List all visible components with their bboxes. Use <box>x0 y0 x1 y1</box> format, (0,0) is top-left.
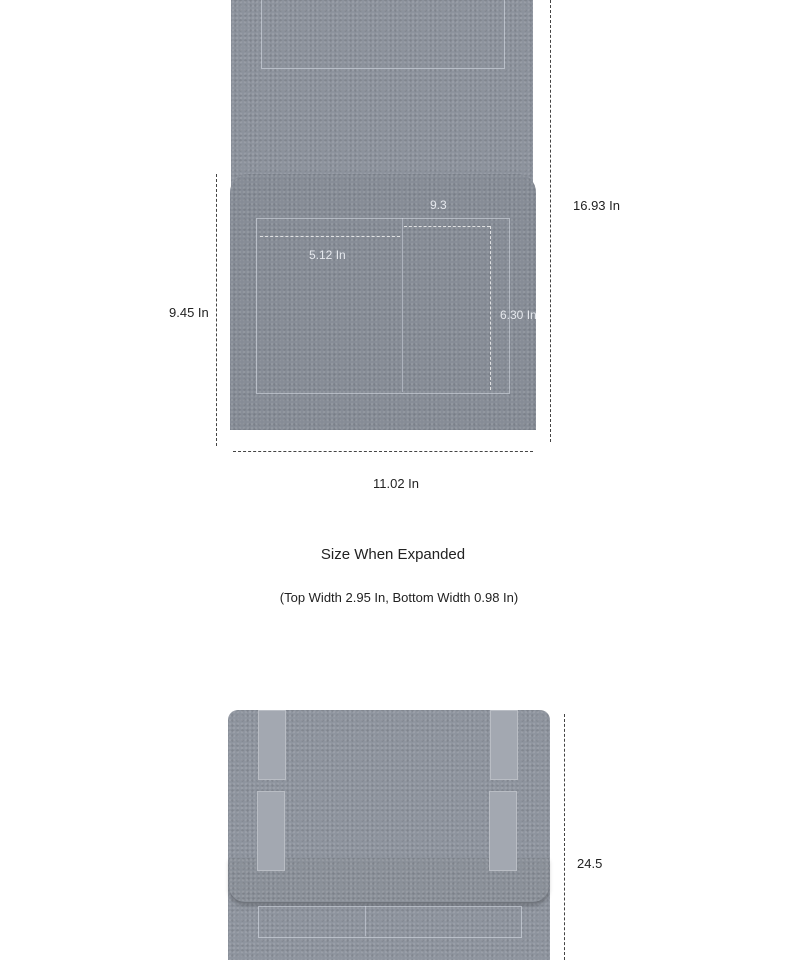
lower-pocket-stitch <box>258 906 522 938</box>
total-height-line <box>550 0 551 442</box>
total-height-label: 16.93 In <box>573 198 620 213</box>
strap-right-top <box>490 710 518 780</box>
inner-pocket-width-label: 5.12 In <box>309 248 346 262</box>
partial-width-label: 9.3 <box>430 198 447 212</box>
lower-pocket-divider <box>365 906 366 936</box>
back-panel <box>231 0 533 190</box>
lower-height-line <box>564 714 565 960</box>
strap-right-bottom <box>489 791 517 871</box>
lower-height-label: 24.5 <box>577 856 603 871</box>
width-label: 11.02 In <box>373 476 420 491</box>
caption-subtitle: (Top Width 2.95 In, Bottom Width 0.98 In) <box>279 590 519 605</box>
pocket-depth-guide <box>490 226 491 390</box>
pocket-depth-label: 6.30 In <box>500 308 537 322</box>
strap-left-top <box>258 710 286 780</box>
bottom-product-photo <box>228 708 552 960</box>
strap-left-bottom <box>257 791 285 871</box>
top-product-photo <box>228 0 540 432</box>
pocket-height-line <box>216 174 217 446</box>
pocket-height-label: 9.45 In <box>169 305 209 320</box>
pocket-divider <box>402 218 403 392</box>
width-line <box>233 451 533 452</box>
pocket-stitch <box>256 218 510 394</box>
caption-block <box>0 546 790 605</box>
caption-title: Size When Expanded <box>320 546 466 563</box>
inner-width-guide <box>260 236 400 237</box>
partial-width-guide <box>404 226 490 227</box>
back-panel-stitch <box>261 0 505 69</box>
